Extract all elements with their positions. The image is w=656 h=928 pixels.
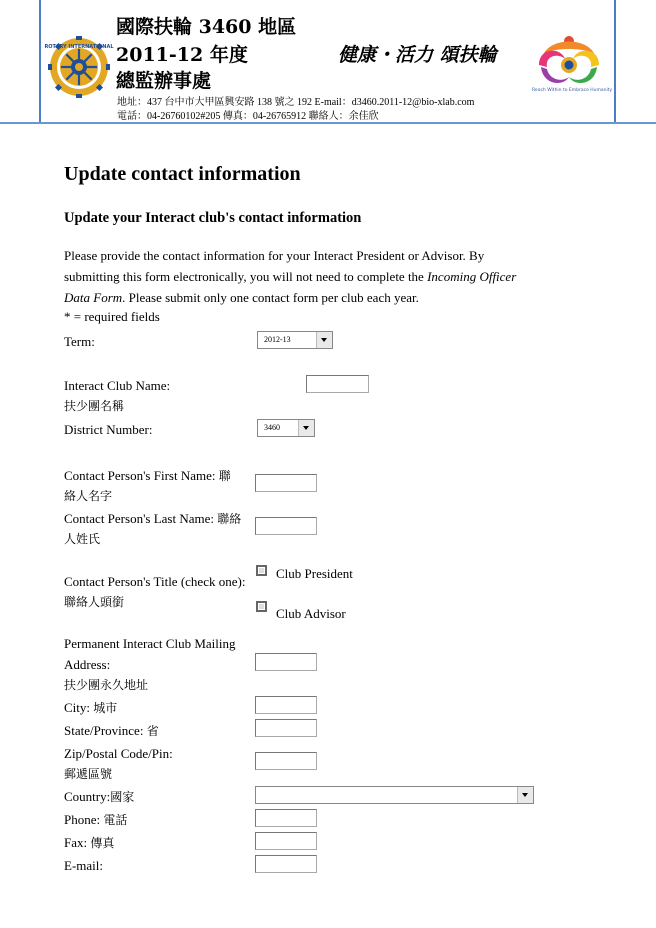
phone-input[interactable] (255, 809, 317, 827)
city-label-zh: 城市 (93, 701, 118, 715)
state-label (64, 720, 159, 742)
fax-label (64, 832, 114, 854)
first-name-label-zh-b: 絡人名字 (64, 489, 113, 503)
letterhead-line3: 總監辦事處 (116, 70, 212, 92)
zip-input[interactable] (255, 752, 317, 770)
letterhead-phone-fax: 電話：04-26760102#205 傳真：04-26765912 聯絡人：余佳欣 (117, 111, 379, 122)
country-label-text: Country: (64, 789, 111, 804)
rotary-logo (44, 36, 114, 98)
city-input[interactable] (255, 696, 317, 714)
mailing-address-label-b: Address: (64, 657, 111, 672)
club-president-checkbox[interactable] (256, 565, 267, 576)
letterhead-line1: 國際扶輪 3460 地區 (116, 16, 297, 38)
letterhead-border-left (39, 0, 41, 123)
title-label-zh: 聯絡人頭銜 (64, 595, 125, 609)
state-input[interactable] (255, 719, 317, 737)
page-title: Update contact information (64, 163, 301, 185)
city-label-text: City: (64, 700, 94, 715)
email-input[interactable] (255, 855, 317, 873)
term-select-value: 2012-13 (264, 335, 291, 344)
intro-text (64, 245, 534, 308)
fax-label-zh: 傳真 (90, 836, 115, 850)
fax-label-text: Fax: (64, 835, 91, 850)
zip-label-zh: 郵遞區號 (64, 767, 113, 781)
club-name-label-zh: 扶少團名稱 (64, 399, 125, 413)
district-select-value: 3460 (264, 423, 280, 432)
phone-label-text: Phone: (64, 812, 104, 827)
chevron-down-icon[interactable] (298, 420, 314, 436)
country-label (64, 786, 134, 808)
letterhead-line2: 2011-12 年度 (116, 44, 248, 66)
letterhead-divider (0, 122, 656, 124)
state-label-text: State/Province: (64, 723, 147, 738)
first-name-label-text: Contact Person's First Name: (64, 468, 219, 483)
city-label (64, 697, 117, 719)
last-name-label-zh-b: 人姓氏 (64, 532, 101, 546)
club-president-label: Club President (276, 566, 353, 581)
intro-text-part1: Please provide the contact information for your Interact President or Advisor. By submitting this form electronically, you will not need to complete the (64, 248, 485, 284)
email-label: E-mail: (64, 858, 103, 873)
last-name-label (64, 508, 241, 530)
chevron-down-icon[interactable] (316, 332, 332, 348)
club-advisor-label: Club Advisor (276, 606, 346, 621)
term-label: Term: (64, 334, 95, 349)
intro-text-emphasis: Incoming Officer Data Form (64, 269, 517, 305)
first-name-input[interactable] (255, 474, 317, 492)
first-name-label (64, 465, 231, 487)
required-note: * = required fields (64, 309, 160, 324)
district-select[interactable] (257, 419, 315, 437)
term-select[interactable] (257, 331, 333, 349)
mailing-address-input[interactable] (255, 653, 317, 671)
last-name-label-text: Contact Person's Last Name: (64, 511, 218, 526)
club-advisor-checkbox[interactable] (256, 601, 267, 612)
club-name-input[interactable] (306, 375, 369, 393)
first-name-label-zh-a: 聯 (218, 469, 231, 483)
letterhead-address: 地址：437 台中市大甲區興安路 138 號之 192 E-mail：d3460.2011-12@bio-xlab.com (117, 97, 475, 108)
club-name-label: Interact Club Name: (64, 378, 171, 393)
mailing-address-label-a: Permanent Interact Club Mailing (64, 636, 236, 651)
letterhead-slogan: 健康・活力 頌扶輪 (338, 44, 497, 66)
theme-logo-caption: Reach Within to Embrace Humanity (532, 88, 613, 93)
phone-label (64, 809, 127, 831)
country-label-zh: 國家 (110, 790, 135, 804)
title-label: Contact Person's Title (check one): (64, 574, 246, 589)
svg-text:ROTARY INTERNATIONAL: ROTARY INTERNATIONAL (44, 44, 114, 50)
phone-label-zh: 電話 (103, 813, 128, 827)
country-select[interactable] (255, 786, 534, 804)
last-name-input[interactable] (255, 517, 317, 535)
chevron-down-icon[interactable] (517, 787, 533, 803)
last-name-label-zh-a: 聯絡 (217, 512, 242, 526)
zip-label: Zip/Postal Code/Pin: (64, 746, 173, 761)
intro-text-part2: . Please submit only one contact form per club each year. (122, 290, 419, 305)
district-label: District Number: (64, 422, 153, 437)
letterhead-border-right (614, 0, 616, 123)
page-subtitle: Update your Interact club's contact information (64, 210, 362, 226)
mailing-address-label-zh: 扶少團永久地址 (64, 678, 149, 692)
fax-input[interactable] (255, 832, 317, 850)
state-label-zh: 省 (146, 724, 159, 738)
